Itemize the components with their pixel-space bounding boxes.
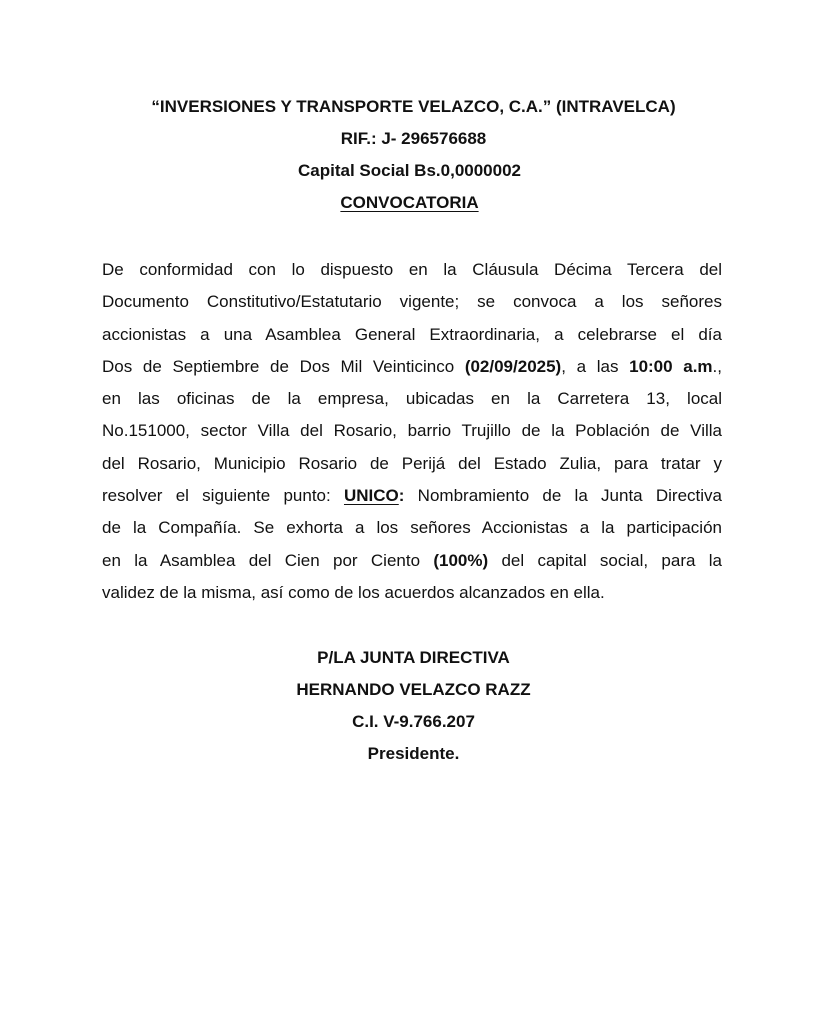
body-line: De conformidad con lo dispuesto en la Cláusula Décima Tercera del — [102, 260, 722, 279]
body-line: en las oficinas de la empresa, ubicadas en la Carretera 13, local — [102, 389, 722, 409]
agenda-colon: : — [398, 486, 405, 506]
signatory-role: Presidente. — [367, 744, 460, 763]
body-line: Documento Constitutivo/Estatutario vigente; se convoca a los señores — [102, 292, 722, 312]
body-line: de la Compañía. Se exhorta a los señores Accionistas a la participación — [102, 518, 722, 538]
signature-block — [0, 642, 819, 770]
document-title — [0, 187, 819, 219]
convocation-body — [102, 254, 722, 609]
document-header — [0, 91, 819, 219]
document-title-text: CONVOCATORIA — [340, 193, 479, 212]
body-text-segment: ., — [712, 356, 722, 376]
signatory-name: HERNANDO VELAZCO RAZZ — [296, 680, 531, 699]
body-text-segment: , a las — [561, 356, 630, 376]
body-line: accionistas a una Asamblea General Extraordinaria, a celebrarse el día — [102, 324, 722, 344]
quorum-percentage: (100%) — [433, 550, 489, 570]
body-line: validez de la misma, así como de los acuerdos alcanzados en ella. — [102, 582, 605, 602]
body-text-segment: en la Asamblea del Cien por Ciento — [102, 550, 434, 570]
body-text-segment: del capital social, para la — [488, 550, 722, 570]
agenda-item-label: UNICO — [343, 486, 399, 506]
company-capital: Capital Social Bs.0,0000002 — [297, 161, 522, 180]
company-name: “INVERSIONES Y TRANSPORTE VELAZCO, C.A.” (INTRAVELCA) — [151, 97, 676, 116]
body-line — [102, 545, 722, 577]
body-line: No.151000, sector Villa del Rosario, barrio Trujillo de la Población de Villa — [102, 421, 722, 441]
signatory-id: C.I. V-9.766.207 — [352, 712, 475, 731]
body-line: del Rosario, Municipio Rosario de Perijá del Estado Zulia, para tratar y — [102, 453, 722, 473]
body-text-segment: Dos de Septiembre de Dos Mil Veinticinco — [102, 356, 465, 376]
signature-board: P/LA JUNTA DIRECTIVA — [317, 648, 510, 667]
body-line — [102, 480, 722, 512]
body-line — [102, 351, 722, 383]
body-text-segment: Nombramiento de la Junta Directiva — [404, 486, 722, 506]
meeting-time: 10:00 a.m — [629, 356, 713, 376]
company-rif: RIF.: J- 296576688 — [340, 129, 487, 148]
meeting-date: (02/09/2025) — [464, 356, 562, 376]
body-text-segment: resolver el siguiente punto: — [102, 486, 344, 506]
